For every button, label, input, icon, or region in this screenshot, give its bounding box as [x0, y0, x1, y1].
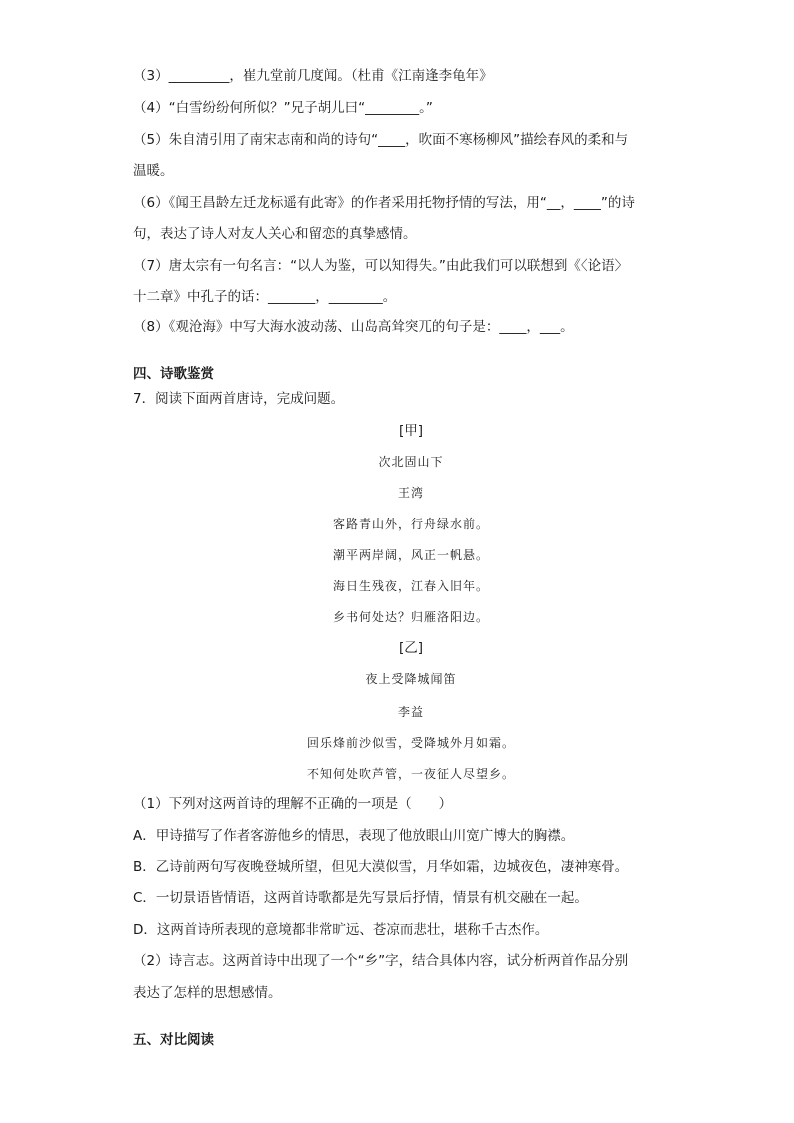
poem-b-label: [乙]	[398, 640, 424, 656]
poem-a-line: 潮平两岸阔，风正一帆悬。	[332, 548, 489, 562]
fill-in-q5-line1: （5）朱自清引用了南宋志南和尚的诗句“____，吹面不寒杨柳风”描绘春风的柔和与	[133, 132, 629, 148]
option-d: D．这两首诗所表现的意境都非常旷远、苍凉而悲壮，堪称千古杰作。	[133, 922, 549, 938]
option-b: B．乙诗前两句写夜晚登城所望，但见大漠似雪，月华如霜，边城夜色，凄神寒骨。	[133, 859, 629, 875]
poem-b-line: 回乐烽前沙似雪，受降城外月如霜。	[306, 736, 515, 750]
fill-in-q4: （4）“白雪纷纷何所似？”兄子胡儿曰“________。”	[133, 100, 433, 116]
poem-a-line: 乡书何处达？归雁洛阳边。	[332, 610, 489, 624]
poem-a-line: 海日生残夜，江春入旧年。	[332, 579, 489, 593]
question-7-1: （1）下列对这两首诗的理解不正确的一项是（ ）	[133, 796, 453, 812]
fill-in-q5-line2: 温暖。	[133, 163, 174, 179]
poem-b-title: 夜上受降城闻笛	[365, 672, 457, 686]
poem-b-line: 不知何处吹芦管，一夜征人尽望乡。	[306, 767, 515, 781]
fill-in-q8: （8）《观沧海》中写大海水波动荡、山岛高耸突兀的句子是：____，___。	[133, 319, 574, 335]
poem-a-label: [甲]	[398, 423, 424, 439]
fill-in-q6-line2: 句，表达了诗人对友人关心和留恋的真挚感情。	[133, 226, 417, 242]
question-7-intro: 7．阅读下面两首唐诗，完成问题。	[133, 391, 345, 407]
question-7-2-line2: 表达了怎样的思想感情。	[133, 985, 282, 1001]
question-7-2-line1: （2）诗言志。这两首诗中出现了一个“乡”字，结合具体内容，试分析两首作品分别	[133, 953, 629, 969]
poem-a-line: 客路青山外，行舟绿水前。	[332, 517, 489, 531]
section-heading-comparative-reading: 五、对比阅读	[133, 1032, 214, 1048]
fill-in-q7-line1: （7）唐太宗有一句名言：“以人为鉴，可以知得失。”由此我们可以联想到《〈论语〉	[133, 258, 629, 274]
option-c: C．一切景语皆情语，这两首诗歌都是先写景后抒情，情景有机交融在一起。	[133, 890, 588, 906]
fill-in-q6-line1: （6）《闻王昌龄左迁龙标遥有此寄》的作者采用托物抒情的写法，用“__，____”的诗	[133, 195, 635, 211]
fill-in-q7-line2: 十二章》中孔子的话：_______，________。	[133, 289, 397, 305]
poem-a-author: 王湾	[397, 486, 424, 500]
poem-a-title: 次北固山下	[378, 455, 444, 469]
poem-b-author: 李益	[397, 705, 424, 719]
fill-in-q3: （3）_________，崔九堂前几度闻。（杜甫《江南逢李龟年》	[133, 68, 493, 84]
section-heading-poetry: 四、诗歌鉴赏	[133, 366, 214, 382]
option-a: A．甲诗描写了作者客游他乡的情思，表现了他放眼山川宽广博大的胸襟。	[133, 828, 575, 844]
